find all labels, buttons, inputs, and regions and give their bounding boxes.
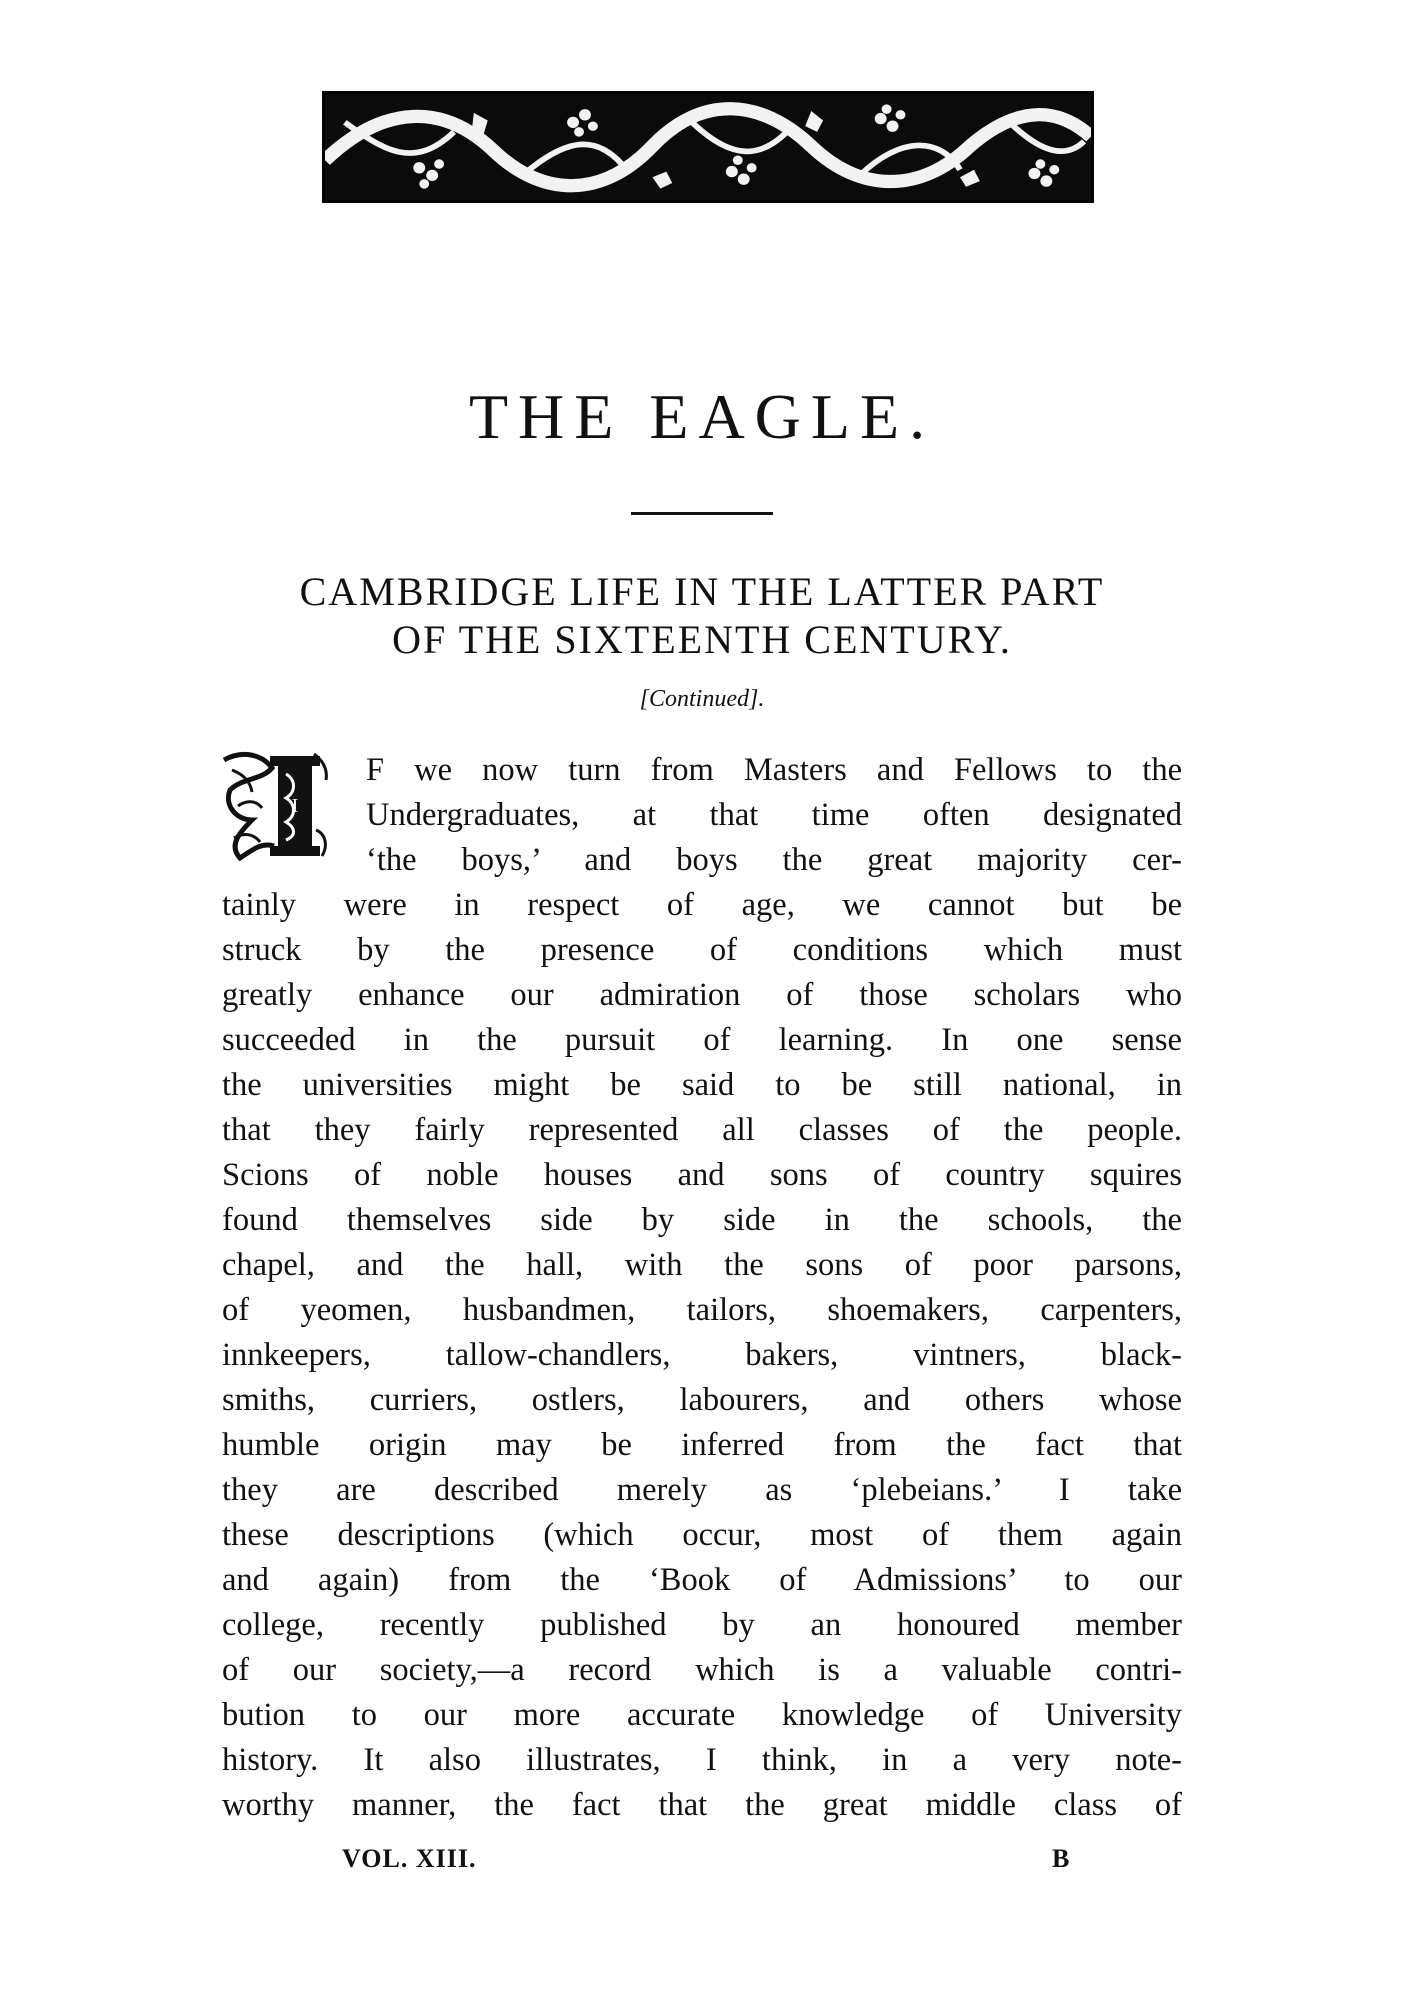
body-line: these descriptions (which occur, most of them again <box>222 1517 1182 1553</box>
body-line: of yeomen, husbandmen, tailors, shoemakers, carpenters, <box>222 1292 1182 1328</box>
body-line: college, recently published by an honoured member <box>222 1607 1182 1643</box>
article-title-line-2: OF THE SIXTEENTH CENTURY. <box>392 617 1012 662</box>
article-title-line-1: CAMBRIDGE LIFE IN THE LATTER PART <box>299 569 1105 614</box>
body-line: smiths, curriers, ostlers, labourers, and others whose <box>222 1382 1182 1418</box>
body-line: struck by the presence of conditions which must <box>222 932 1182 968</box>
body-line: F we now turn from Masters and Fellows to the <box>366 752 1182 788</box>
body-line: they are described merely as ‘plebeians.’ I take <box>222 1472 1182 1508</box>
vine-ornament-icon <box>325 94 1091 200</box>
body-line: Scions of noble houses and sons of country squires <box>222 1157 1182 1193</box>
body-line: the universities might be said to be still national, in <box>222 1067 1182 1103</box>
article-title <box>222 568 1182 664</box>
article-body <box>222 748 1182 1828</box>
body-line: that they fairly represented all classes of the people. <box>222 1112 1182 1148</box>
body-line: innkeepers, tallow-chandlers, bakers, vintners, black- <box>222 1337 1182 1373</box>
body-line: found themselves side by side in the schools, the <box>222 1202 1182 1238</box>
body-line: history. It also illustrates, I think, in a very note- <box>222 1742 1182 1778</box>
body-line: of our society,—a record which is a valuable contri- <box>222 1652 1182 1688</box>
body-line: bution to our more accurate knowledge of University <box>222 1697 1182 1733</box>
body-line: and again) from the ‘Book of Admissions’ to our <box>222 1562 1182 1598</box>
continued-note: [Continued]. <box>639 686 765 712</box>
title-divider <box>631 512 773 515</box>
journal-title: THE EAGLE. <box>468 381 936 452</box>
ornamental-header-band <box>322 91 1094 203</box>
body-line: chapel, and the hall, with the sons of poor parsons, <box>222 1247 1182 1283</box>
footer-volume: VOL. XIII. <box>342 1844 477 1873</box>
body-line: greatly enhance our admiration of those scholars who <box>222 977 1182 1013</box>
body-line: tainly were in respect of age, we cannot but be <box>222 887 1182 923</box>
body-line: Undergraduates, at that time often designated <box>366 797 1182 833</box>
body-line: humble origin may be inferred from the fact that <box>222 1427 1182 1463</box>
body-line: succeeded in the pursuit of learning. In one sense <box>222 1022 1182 1058</box>
drop-cap-letter: I <box>291 795 299 817</box>
body-line: ‘the boys,’ and boys the great majority cer- <box>366 842 1182 878</box>
footer-signature-mark: B <box>1052 1844 1071 1873</box>
body-line: worthy manner, the fact that the great middle class of <box>222 1787 1182 1823</box>
